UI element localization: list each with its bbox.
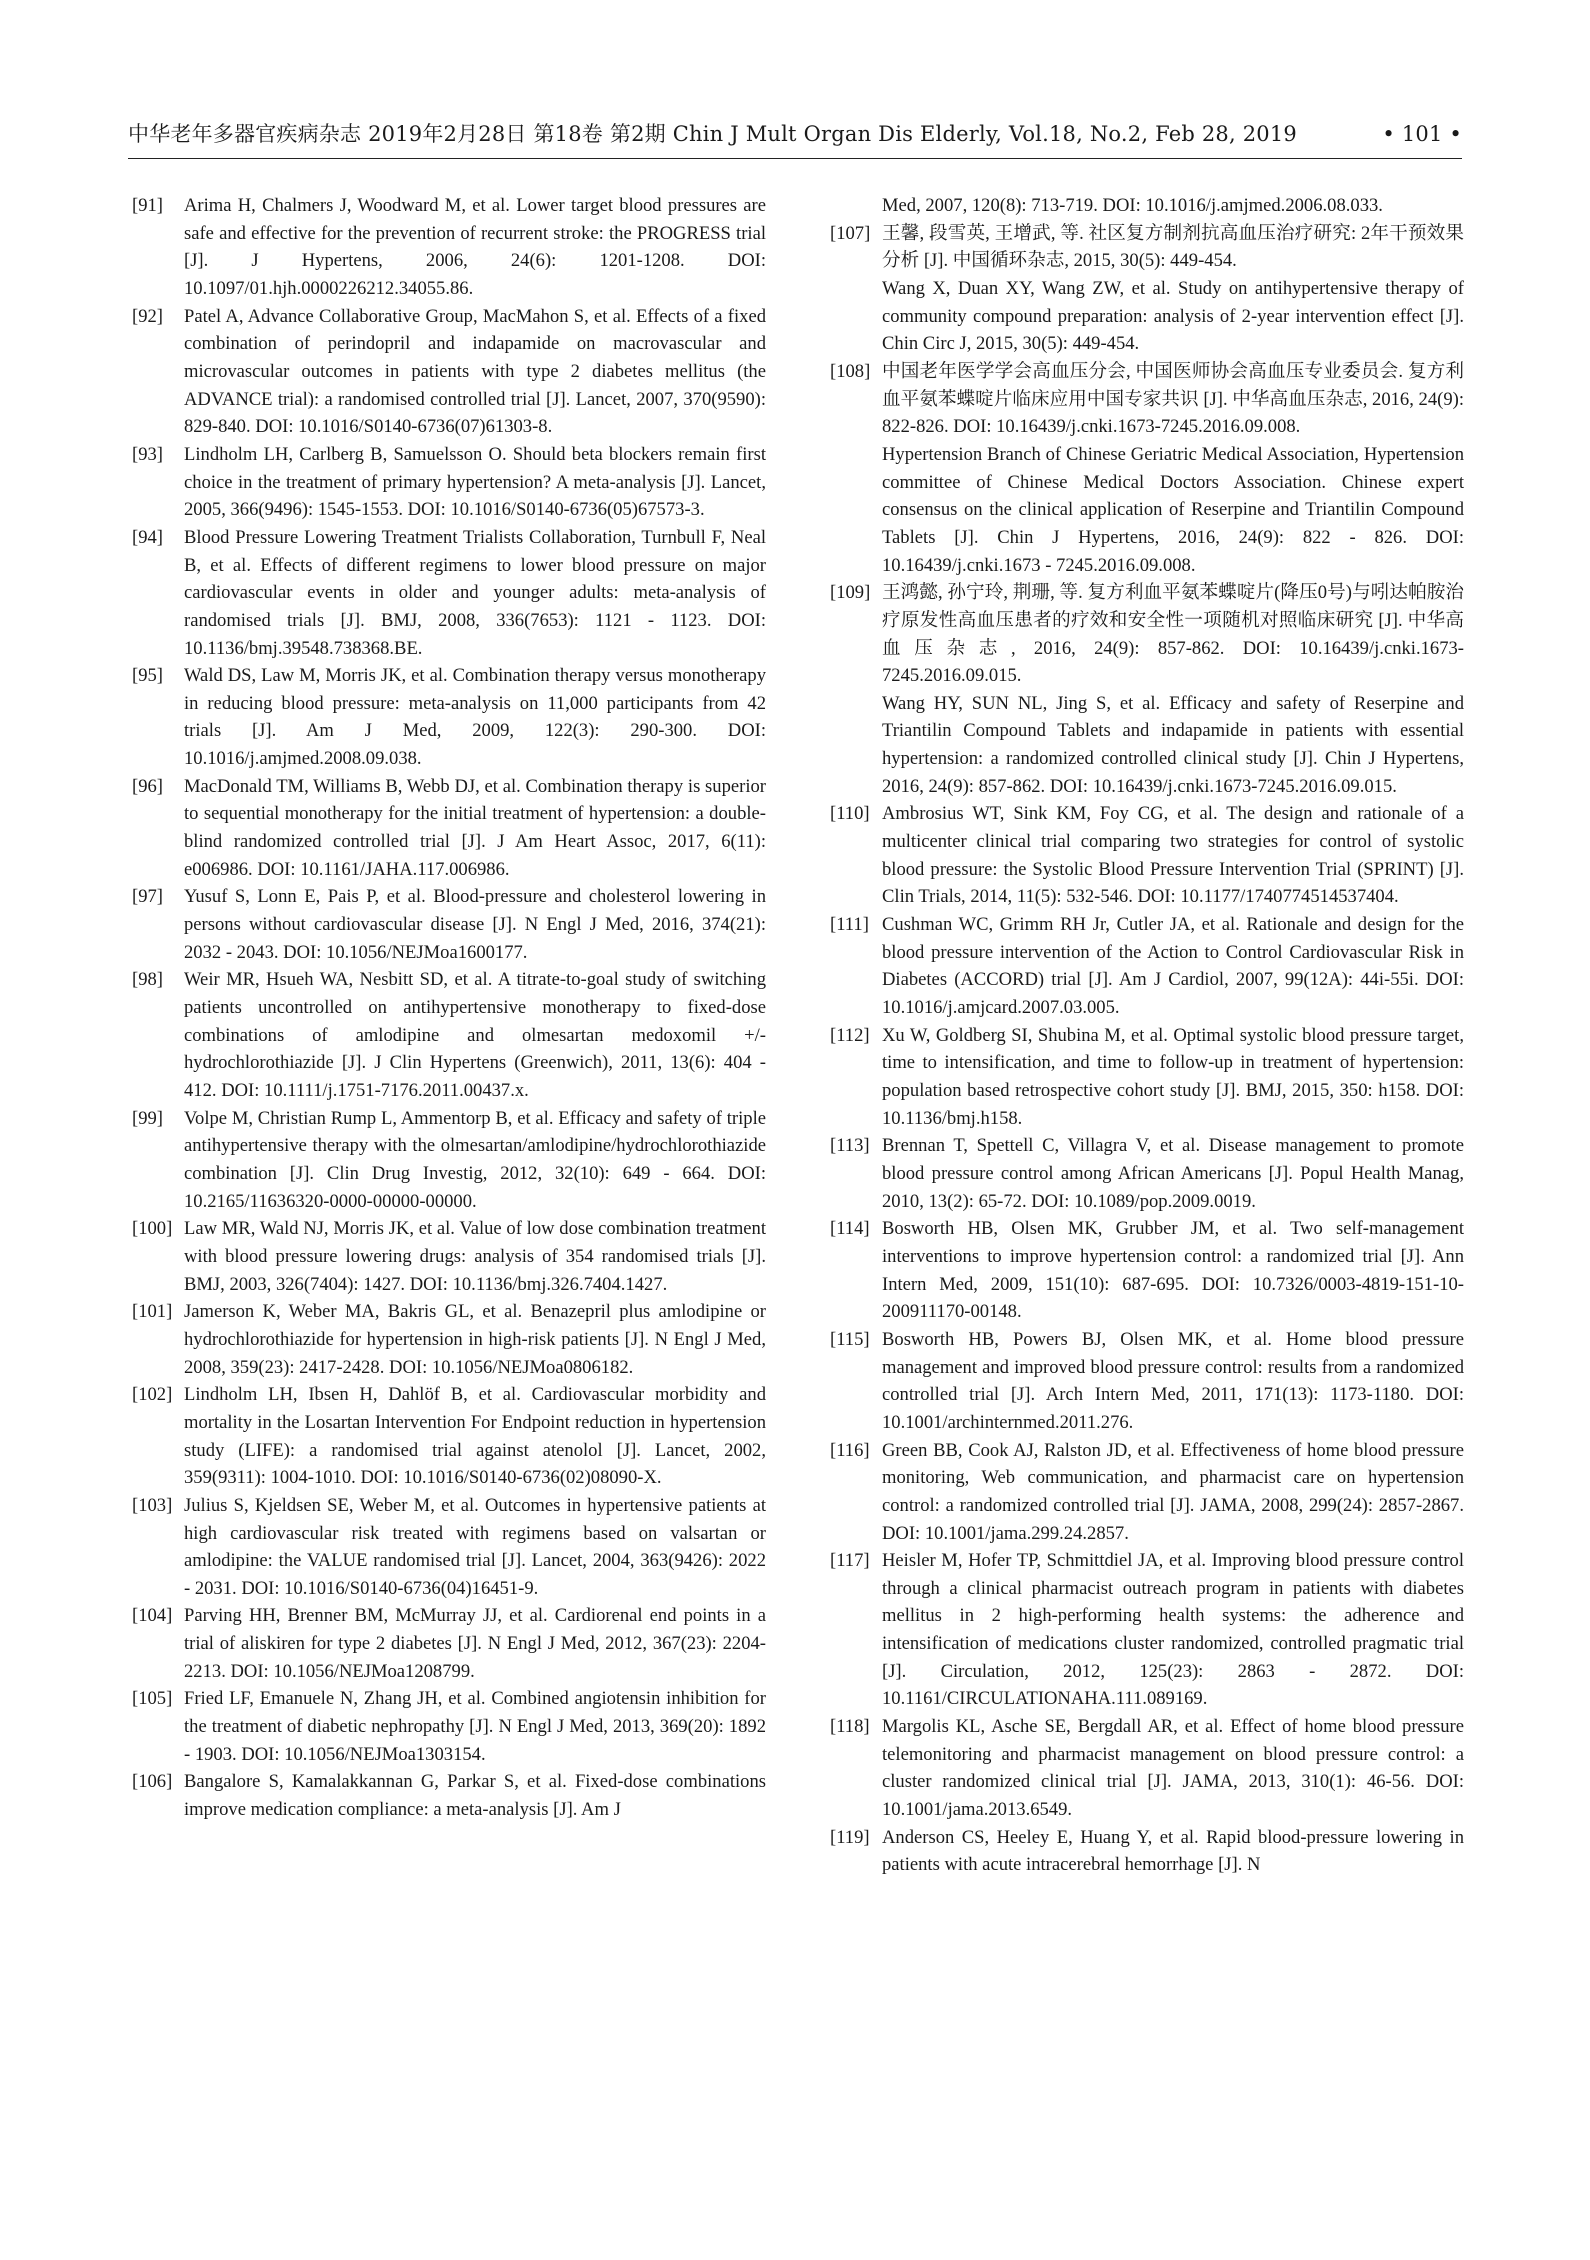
reference-item <box>132 1381 766 1492</box>
reference-number: [94] <box>132 526 163 548</box>
reference-text: Green BB, Cook AJ, Ralston JD, et al. Effectiveness of home blood pressure monitoring, Web communication, and pharmacist care on hypertension control: a randomized controlled trial [J]. JAMA, 2008, 299(24): 2857-2867. DOI: 10.1001/jama.299.24.2857. <box>882 1439 1464 1544</box>
reference-text: Volpe M, Christian Rump L, Ammentorp B, et al. Efficacy and safety of triple antihypertensive therapy with the olmesartan/amlodipine/hydrochlorothiazide combination [J]. Clin Drug Investig, 2012, 32(10): 649 - 664. DOI: 10.2165/11636320-0000-00000-00000. <box>184 1107 766 1212</box>
reference-text: Heisler M, Hofer TP, Schmittdiel JA, et al. Improving blood pressure control through a clinical pharmacist outreach program in patients with diabetes mellitus in 2 high-performing health systems: the adherence and intensification of medications cluster randomized, controlled pragmatic trial [J]. Circulation, 2012, 125(23): 2863 - 2872. DOI: 10.1161/CIRCULATIONAHA.111.089169. <box>882 1550 1464 1710</box>
journal-citation-line: 中华老年多器官疾病杂志 2019年2月28日 第18卷 第2期 Chin J Mult Organ Dis Elderly, Vol.18, No.2, Feb 28, 2019 <box>128 122 1297 146</box>
reference-text: Bangalore S, Kamalakkannan G, Parkar S, et al. Fixed-dose combinations improve medication compliance: a meta-analysis [J]. Am J <box>184 1771 766 1821</box>
reference-number: [92] <box>132 305 163 327</box>
reference-number: [112] <box>830 1024 870 1046</box>
reference-item <box>132 303 766 441</box>
reference-number: [106] <box>132 1771 173 1793</box>
reference-item <box>132 773 766 884</box>
reference-number: [100] <box>132 1218 173 1240</box>
reference-text: 王鸿懿, 孙宁玲, 荆珊, 等. 复方利血平氨苯蝶啶片(降压0号)与吲达帕胺治疗原发性高血压患者的疗效和安全性一项随机对照临床研究 [J]. 中华高血压杂志, 2016, 24(9): 857-862. DOI: 10.16439/j.cnki.1673-7245.2016.09.015. <box>882 582 1464 687</box>
page-number: • 101 • <box>1382 122 1462 146</box>
reference-text: 中国老年医学学会高血压分会, 中国医师协会高血压专业委员会. 复方利血平氨苯蝶啶片临床应用中国专家共识 [J]. 中华高血压杂志, 2016, 24(9): 822-826. DOI: 10.16439/j.cnki.1673-7245.2016.09.008. <box>882 360 1464 438</box>
reference-item <box>132 662 766 773</box>
reference-text: Arima H, Chalmers J, Woodward M, et al. Lower target blood pressures are safe and effective for the prevention of recurrent stroke: the PROGRESS trial [J]. J Hypertens, 2006, 24(6): 1201-1208. DOI: 10.1097/01.hjh.0000226212.34055.86. <box>184 195 766 299</box>
reference-text: Law MR, Wald NJ, Morris JK, et al. Value of low dose combination treatment with blood pressure lowering drugs: analysis of 354 randomised trials [J]. BMJ, 2003, 326(7404): 1427. DOI: 10.1136/bmj.326.7404.1427. <box>184 1218 766 1295</box>
reference-item <box>132 883 766 966</box>
reference-number: [105] <box>132 1688 173 1710</box>
reference-item <box>132 1685 766 1768</box>
reference-item <box>132 524 766 662</box>
references-left-column <box>132 192 766 1824</box>
reference-number: [118] <box>830 1716 870 1738</box>
running-header <box>128 118 1462 148</box>
reference-item <box>830 1132 1464 1215</box>
reference-number: [110] <box>830 803 870 825</box>
reference-text: Brennan T, Spettell C, Villagra V, et al. Disease management to promote blood pressure control among African Americans [J]. Popul Health Manag, 2010, 13(2): 65-72. DOI: 10.1089/pop.2009.0019. <box>882 1135 1464 1212</box>
reference-number: [117] <box>830 1550 870 1572</box>
reference-text: Anderson CS, Heeley E, Huang Y, et al. Rapid blood-pressure lowering in patients with acute intracerebral hemorrhage [J]. N <box>882 1826 1464 1876</box>
reference-text: Blood Pressure Lowering Treatment Trialists Collaboration, Turnbull F, Neal B, et al. Effects of different regimens to lower blood pressure on major cardiovascular events in older and younger adults: meta-analysis of randomised trials [J]. BMJ, 2008, 336(7653): 1121 - 1123. DOI: 10.1136/bmj.39548.738368.BE. <box>184 526 766 659</box>
reference-number: [93] <box>132 443 163 465</box>
reference-item <box>132 1768 766 1823</box>
reference-item <box>830 1824 1464 1879</box>
reference-text: Patel A, Advance Collaborative Group, MacMahon S, et al. Effects of a fixed combination of perindopril and indapamide on macrovascular and microvascular outcomes in patients with type 2 diabetes mellitus (the ADVANCE trial): a randomised controlled trial [J]. Lancet, 2007, 370(9590): 829-840. DOI: 10.1016/S0140-6736(07)61303-8. <box>184 305 766 438</box>
reference-text: Margolis KL, Asche SE, Bergdall AR, et al. Effect of home blood pressure telemonitoring and pharmacist management on blood pressure control: a cluster randomized clinical trial [J]. JAMA, 2013, 310(1): 46-56. DOI: 10.1001/jama.2013.6549. <box>882 1716 1464 1821</box>
reference-item <box>132 1105 766 1216</box>
reference-number: [109] <box>830 582 871 604</box>
reference-number: [103] <box>132 1494 173 1516</box>
reference-number: [91] <box>132 195 163 216</box>
reference-text: MacDonald TM, Williams B, Webb DJ, et al. Combination therapy is superior to sequential monotherapy for the initial treatment of hypertension: a double-blind randomized controlled trial [J]. J Am Heart Assoc, 2017, 6(11): e006986. DOI: 10.1161/JAHA.117.006986. <box>184 775 766 880</box>
reference-text: Lindholm LH, Carlberg B, Samuelsson O. Should beta blockers remain first choice in the treatment of primary hypertension? A meta-analysis [J]. Lancet, 2005, 366(9496): 1545-1553. DOI: 10.1016/S0140-6736(05)67573-3. <box>184 443 766 521</box>
reference-number: [113] <box>830 1135 870 1157</box>
reference-item <box>830 1215 1464 1326</box>
reference-text: Wald DS, Law M, Morris JK, et al. Combination therapy versus monotherapy in reducing blood pressure: meta-analysis on 11,000 participants from 42 trials [J]. Am J Med, 2009, 122(3): 290-300. DOI: 10.1016/j.amjmed.2008.09.038. <box>184 665 766 770</box>
reference-text: Weir MR, Hsueh WA, Nesbitt SD, et al. A titrate-to-goal study of switching patients uncontrolled on antihypertensive monotherapy to fixed-dose combinations of amlodipine and olmesartan medoxomil +/- hydrochlorothiazide [J]. J Clin Hypertens (Greenwich), 2011, 13(6): 404 - 412. DOI: 10.1111/j.1751-7176.2011.00437.x. <box>184 969 766 1101</box>
reference-text: Parving HH, Brenner BM, McMurray JJ, et al. Cardiorenal end points in a trial of aliskiren for type 2 diabetes [J]. N Engl J Med, 2012, 367(23): 2204-2213. DOI: 10.1056/NEJMoa1208799. <box>184 1605 766 1682</box>
reference-text: Bosworth HB, Olsen MK, Grubber JM, et al. Two self-management interventions to improve hypertension control: a randomized trial [J]. Ann Intern Med, 2009, 151(10): 687-695. DOI: 10.7326/0003-4819-151-10-200911170-00148. <box>882 1218 1464 1323</box>
reference-continuation: Med, 2007, 120(8): 713-719. DOI: 10.1016/j.amjmed.2006.08.033. <box>882 195 1383 216</box>
reference-number: [96] <box>132 775 163 797</box>
reference-item <box>132 1602 766 1685</box>
reference-text: 王馨, 段雪英, 王增武, 等. 社区复方制剂抗高血压治疗研究: 2年干预效果分析 [J]. 中国循环杂志, 2015, 30(5): 449-454. <box>882 222 1464 272</box>
reference-item <box>830 1022 1464 1133</box>
reference-item <box>132 966 766 1104</box>
reference-item <box>830 1547 1464 1713</box>
reference-item <box>830 911 1464 1022</box>
reference-number: [99] <box>132 1107 163 1129</box>
reference-number: [116] <box>830 1439 870 1461</box>
reference-number: [107] <box>830 222 871 244</box>
reference-item <box>830 358 1464 441</box>
reference-item <box>830 1326 1464 1437</box>
reference-number: [111] <box>830 914 869 936</box>
reference-item <box>132 1492 766 1603</box>
reference-english-translation: Hypertension Branch of Chinese Geriatric Medical Association, Hypertension committee of Chinese Medical Doctors Association. Chinese expert consensus on the clinical application of Reserpine and Triantilin Compound Tablets [J]. Chin J Hypertens, 2016, 24(9): 822 - 826. DOI: 10.16439/j.cnki.1673 - 7245.2016.09.008. <box>882 443 1464 576</box>
reference-text: Lindholm LH, Ibsen H, Dahlöf B, et al. Cardiovascular morbidity and mortality in the Losartan Intervention For Endpoint reduction in hypertension study (LIFE): a randomised trial against atenolol [J]. Lancet, 2002, 359(9311): 1004-1010. DOI: 10.1016/S0140-6736(02)08090-X. <box>184 1384 766 1489</box>
references-right-column <box>830 192 1464 1879</box>
reference-number: [108] <box>830 360 871 382</box>
reference-number: [104] <box>132 1605 173 1627</box>
reference-text: Ambrosius WT, Sink KM, Foy CG, et al. The design and rationale of a multicenter clinical trial comparing two strategies for control of systolic blood pressure: the Systolic Blood Pressure Intervention Trial (SPRINT) [J]. Clin Trials, 2014, 11(5): 532-546. DOI: 10.1177/1740774514537404. <box>882 803 1464 908</box>
reference-number: [97] <box>132 886 163 908</box>
reference-number: [119] <box>830 1826 870 1848</box>
reference-english-translation: Wang HY, SUN NL, Jing S, et al. Efficacy and safety of Reserpine and Triantilin Compound Tablets and indapamide in patients with essential hypertension: a randomized controlled clinical study [J]. Chin J Hypertens, 2016, 24(9): 857-862. DOI: 10.16439/j.cnki.1673-7245.2016.09.015. <box>882 692 1464 797</box>
reference-item <box>132 1298 766 1381</box>
reference-text: Jamerson K, Weber MA, Bakris GL, et al. Benazepril plus amlodipine or hydrochlorothiazide for hypertension in high-risk patients [J]. N Engl J Med, 2008, 359(23): 2417-2428. DOI: 10.1056/NEJMoa0806182. <box>184 1301 766 1378</box>
reference-number: [98] <box>132 969 163 991</box>
reference-text: Julius S, Kjeldsen SE, Weber M, et al. Outcomes in hypertensive patients at high cardiovascular risk treated with regimens based on valsartan or amlodipine: the VALUE randomised trial [J]. Lancet, 2004, 363(9426): 2022 - 2031. DOI: 10.1016/S0140-6736(04)16451-9. <box>184 1494 766 1599</box>
reference-number: [102] <box>132 1384 173 1406</box>
reference-item <box>132 441 766 524</box>
reference-item <box>830 220 1464 275</box>
reference-item <box>830 800 1464 911</box>
reference-item <box>132 192 766 303</box>
reference-item <box>830 1437 1464 1548</box>
reference-text: Xu W, Goldberg SI, Shubina M, et al. Optimal systolic blood pressure target, time to intensification, and time to follow-up in treatment of hypertension: population based retrospective cohort study [J]. BMJ, 2015, 350: h158. DOI: 10.1136/bmj.h158. <box>882 1024 1464 1129</box>
reference-text: Bosworth HB, Powers BJ, Olsen MK, et al. Home blood pressure management and improved blood pressure control: results from a randomized controlled trial [J]. Arch Intern Med, 2011, 171(13): 1173-1180. DOI: 10.1001/archinternmed.2011.276. <box>882 1328 1464 1433</box>
reference-number: [101] <box>132 1301 173 1323</box>
reference-text: Yusuf S, Lonn E, Pais P, et al. Blood-pressure and cholesterol lowering in persons without cardiovascular disease [J]. N Engl J Med, 2016, 374(21): 2032 - 2043. DOI: 10.1056/NEJMoa1600177. <box>184 886 766 963</box>
reference-number: [115] <box>830 1328 870 1350</box>
reference-item <box>830 579 1464 690</box>
reference-number: [95] <box>132 665 163 687</box>
reference-item <box>830 1713 1464 1824</box>
reference-text: Fried LF, Emanuele N, Zhang JH, et al. Combined angiotensin inhibition for the treatment of diabetic nephropathy [J]. N Engl J Med, 2013, 369(20): 1892 - 1903. DOI: 10.1056/NEJMoa1303154. <box>184 1688 766 1765</box>
reference-item <box>132 1215 766 1298</box>
reference-text: Cushman WC, Grimm RH Jr, Cutler JA, et al. Rationale and design for the blood pressure intervention of the Action to Control Cardiovascular Risk in Diabetes (ACCORD) trial [J]. Am J Cardiol, 2007, 99(12A): 44i-55i. DOI: 10.1016/j.amjcard.2007.03.005. <box>882 914 1464 1019</box>
reference-english-translation: Wang X, Duan XY, Wang ZW, et al. Study on antihypertensive therapy of community compound preparation: analysis of 2-year intervention effect [J]. Chin Circ J, 2015, 30(5): 449-454. <box>882 277 1464 355</box>
reference-number: [114] <box>830 1218 870 1240</box>
header-rule <box>128 158 1462 159</box>
